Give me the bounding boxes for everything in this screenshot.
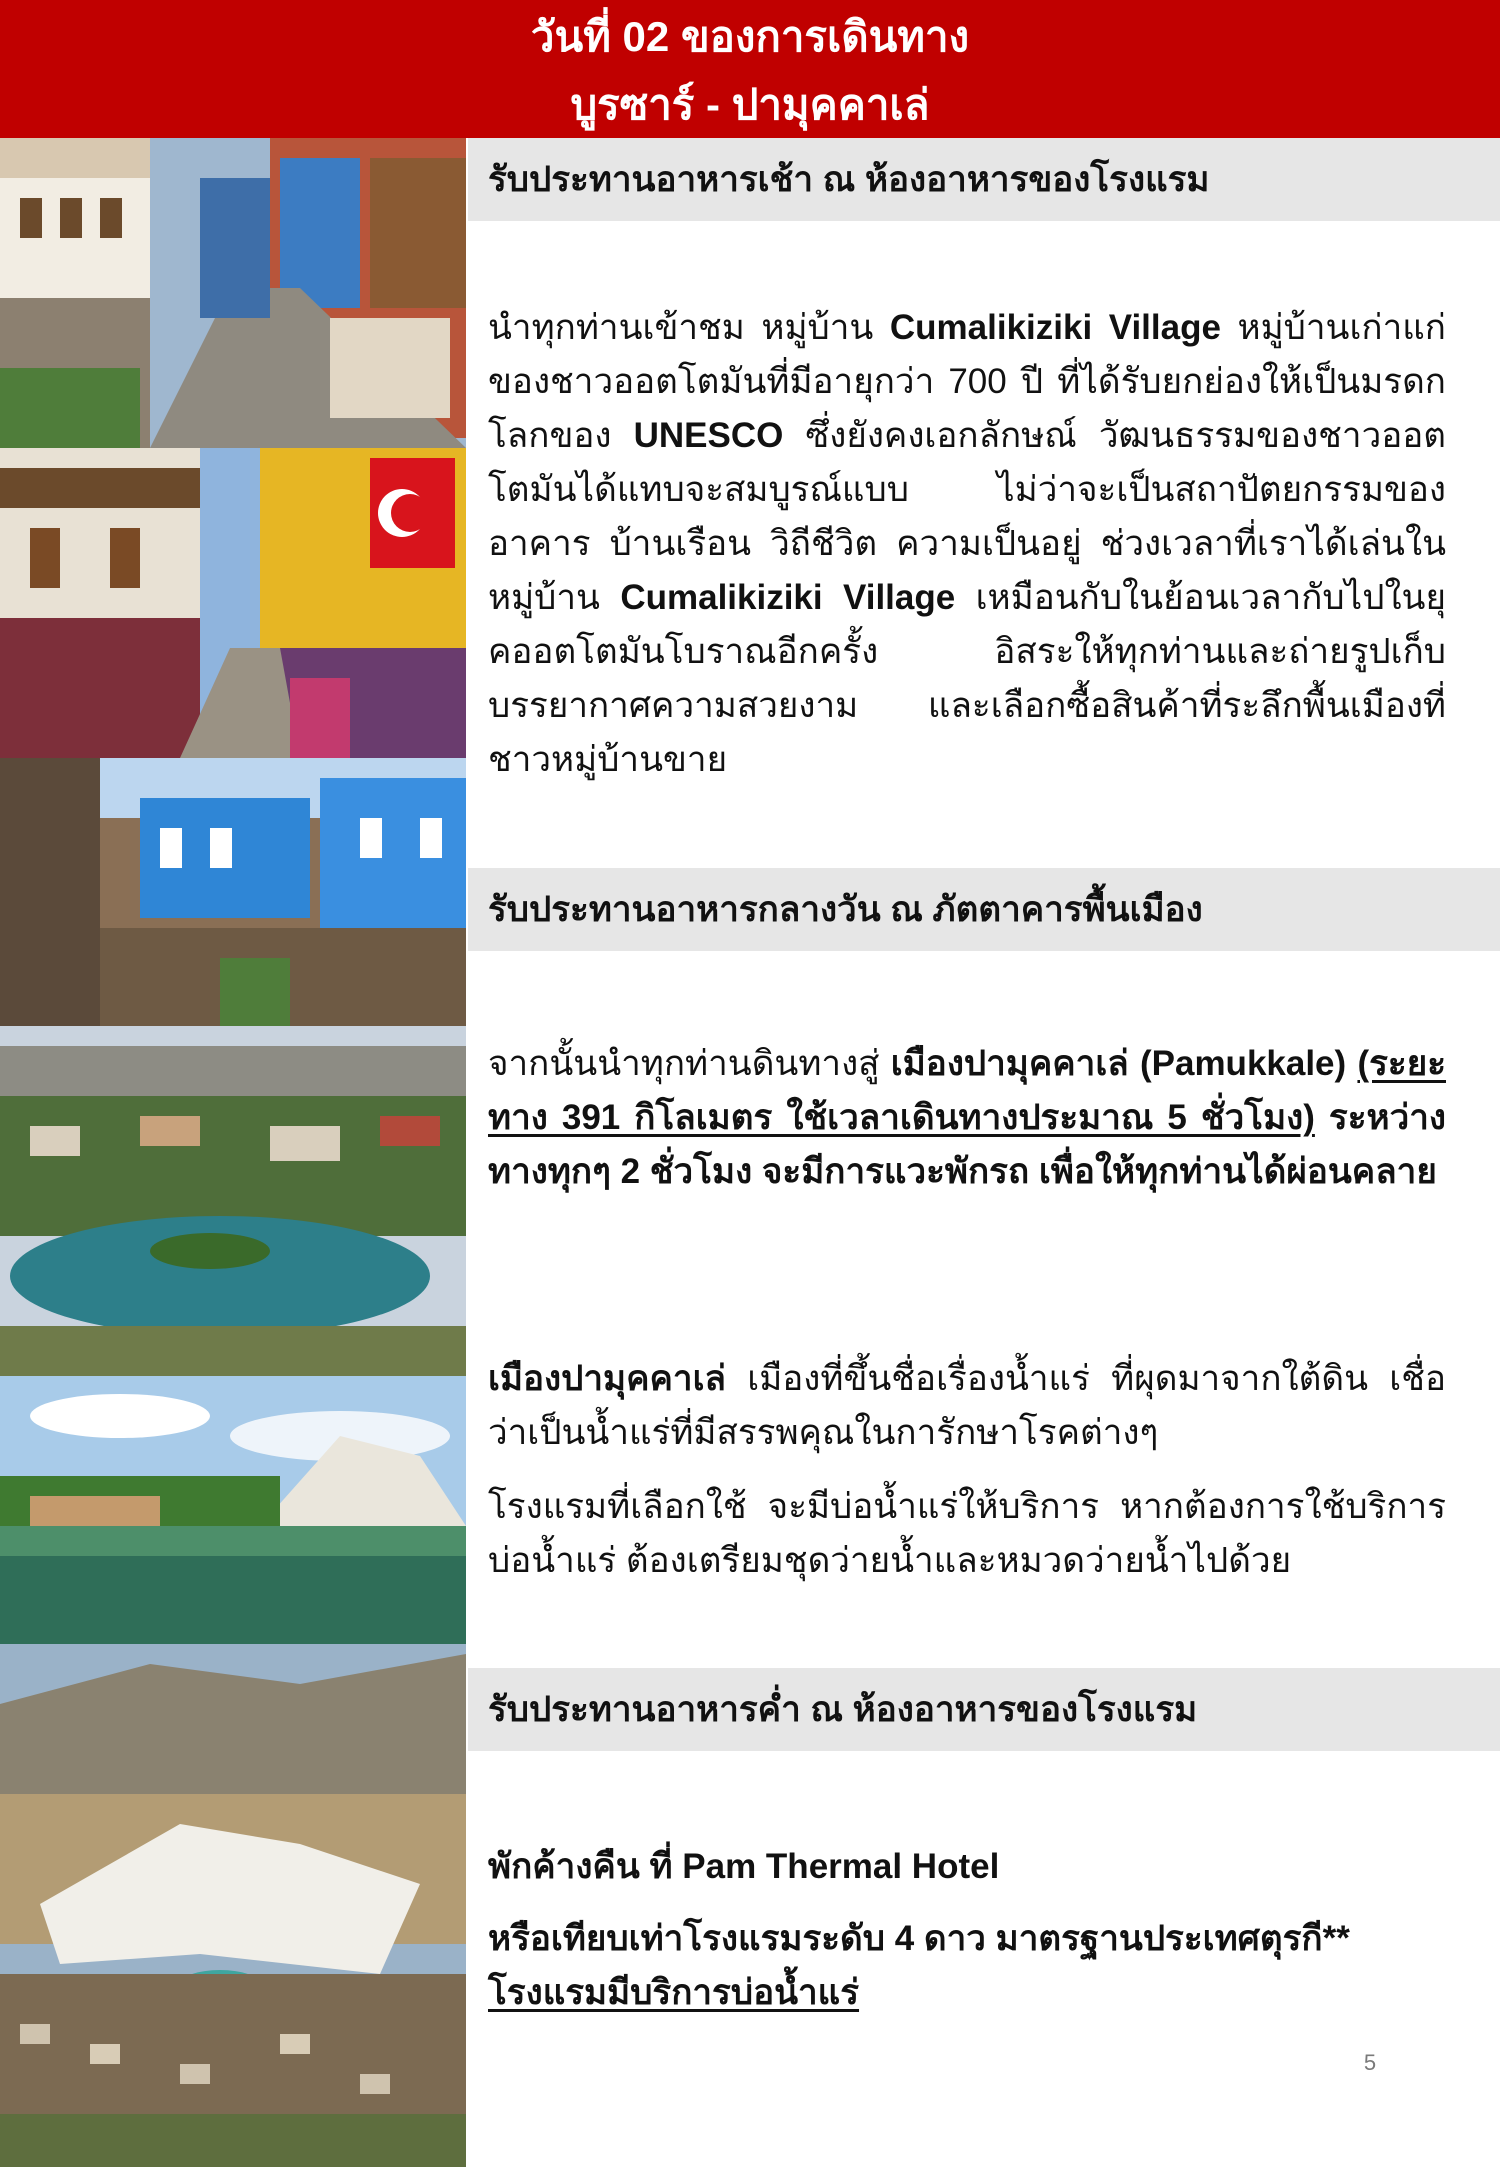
village-text-1: หมู่บ้านเก่าแก่ของชาวออตโตมันที่มีอายุกว่า 700 ปี ที่ได้รับยกย่องให้เป็นมรดกโลกของ: [488, 308, 1446, 455]
travel-rest-stop: ระหว่างทางทุกๆ 2 ชั่วโมง จะมีการแวะพักรถ เพื่อให้ทุกท่านได้ผ่อนคลาย: [488, 1098, 1446, 1191]
hot-spring-pool-photo: [0, 1376, 466, 1644]
hotel-name: พักค้างคืน ที่ Pam Thermal Hotel: [488, 1847, 1000, 1886]
blue-houses-photo: [0, 758, 466, 1026]
village-name: Cumalikiziki Village: [889, 308, 1221, 347]
pamukkale-city: เมืองปามุคคาเล่: [488, 1359, 726, 1398]
village-name-2: Cumalikiziki Village: [620, 578, 956, 617]
hotel-equivalent: หรือเทียบเท่าโรงแรมระดับ 4 ดาว มาตรฐานประเทศตุรกี**: [488, 1919, 1350, 1958]
pamukkale-paragraph: [488, 1352, 1446, 1460]
day-route: บูรซาร์ - ปามุคคาเล่: [570, 81, 930, 128]
village-intro: นำทุกท่านเข้าชม หมู่บ้าน: [488, 308, 890, 347]
travel-intro: จากนั้นนำทุกท่านดินทางสู่: [488, 1044, 891, 1083]
pamukkale-description: เมืองที่ขึ้นชื่อเรื่องน้ำแร่ ที่ผุดมาจากใต้ดิน เชื่อว่าเป็นน้ำแร่ที่มีสรรพคุณในการักษาโรคต่างๆ: [488, 1359, 1446, 1452]
travel-destination: เมืองปามุคคาเล่ (Pamukkale): [890, 1044, 1347, 1083]
lunch-section-bar: รับประทานอาหารกลางวัน ณ ภัตตาคารพื้นเมือง: [468, 868, 1500, 951]
hotel-spa-line: [488, 1966, 1446, 2020]
pamukkale-terraces-aerial-photo: [0, 1644, 466, 2167]
photo-column: [0, 138, 468, 2167]
village-text-3: เหมือนกับในย้อนเวลากับไปในยุคออตโตมันโบราณอีกครั้ง อิสระให้ทุกท่านและถ่ายรูปเก็บบรรยากาศความสวยงาม และเลือกซื้อสินค้าที่ระลึกพื้นเมืองที่ชาวหมู่บ้านขาย: [488, 578, 1446, 779]
travel-paragraph: [488, 1037, 1446, 1199]
breakfast-section-bar: รับประทานอาหารเช้า ณ ห้องอาหารของโรงแรม: [468, 138, 1500, 221]
dinner-section-bar: รับประทานอาหารค่ำ ณ ห้องอาหารของโรงแรม: [468, 1668, 1500, 1751]
village-paragraph: [488, 301, 1446, 787]
pamukkale-lake-photo: [0, 1026, 466, 1376]
hotel-spa-note: โรงแรมที่เลือกใช้ จะมีบ่อน้ำแร่ให้บริการ หากต้องการใช้บริการบ่อน้ำแร่ ต้องเตรียมชุดว่ายน้ำและหมวดว่ายน้ำไปด้วย: [488, 1487, 1446, 1580]
travel-distance: (ระยะทาง 391 กิโลเมตร ใช้เวลาเดินทางประมาณ 5 ชั่วโมง): [488, 1044, 1446, 1137]
village-street-photo: [0, 138, 466, 448]
village-text-2: ซึ่งยังคงเอกลักษณ์ วัฒนธรรมของชาวออตโตมันได้แทบจะสมบูรณ์แบบ ไม่ว่าจะเป็นสถาปัตยกรรมของอาคาร บ้านเรือน วิถีชีวิต ความเป็นอยู่ ช่วงเวลาที่เราได้เล่นในหมู่บ้าน: [488, 416, 1446, 617]
unesco-label: UNESCO: [633, 416, 784, 455]
day-header: [0, 0, 1500, 138]
hotel-spa-text: โรงแรมมีบริการบ่อน้ำแร่: [488, 1973, 860, 2012]
page-number: 5: [1363, 2050, 1377, 2075]
day-title: วันที่ 02 ของการเดินทาง: [530, 13, 970, 60]
village-flag-photo: [0, 448, 466, 758]
